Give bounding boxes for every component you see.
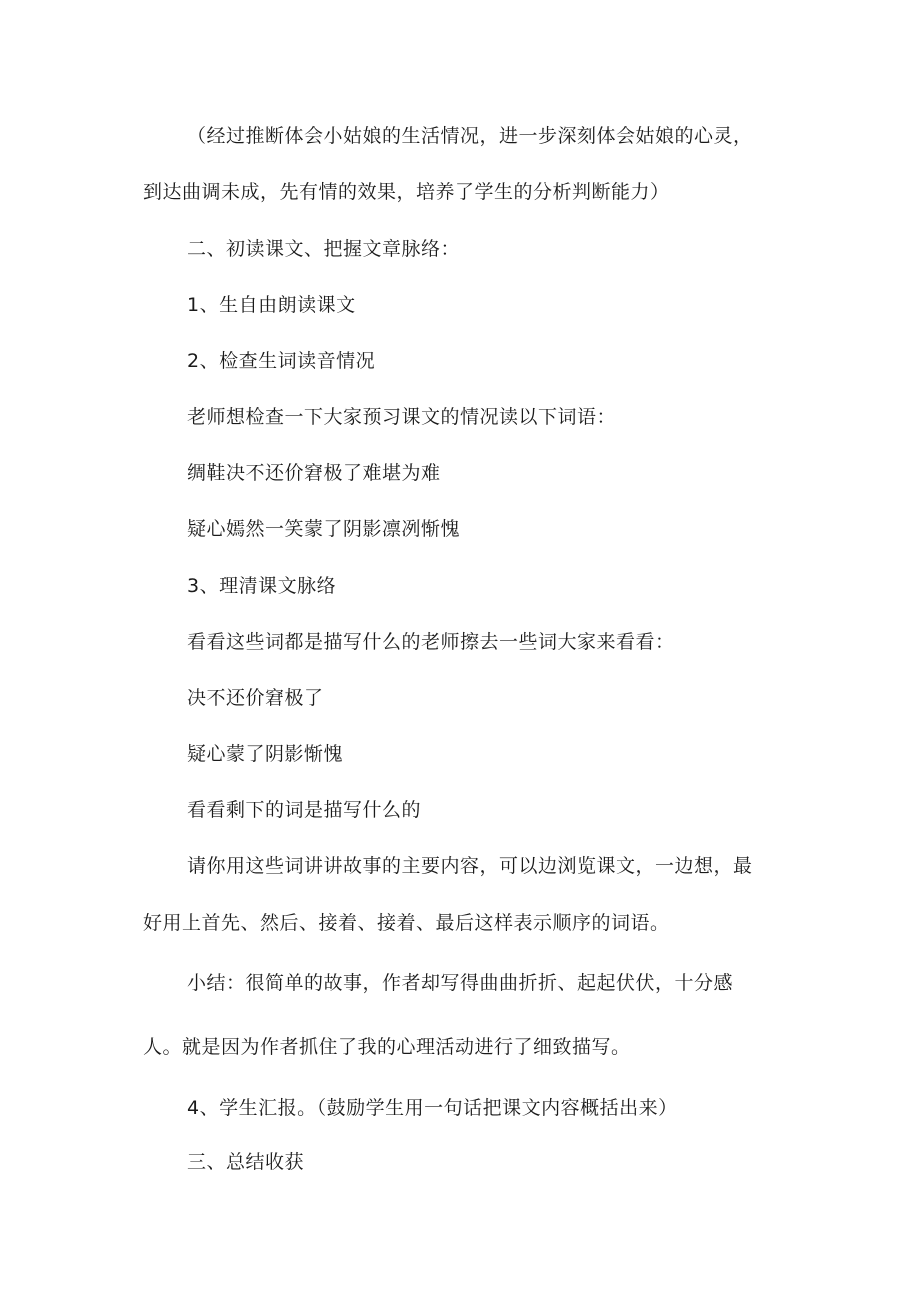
paragraph-text: 小结：很简单的故事，作者却写得曲曲折折、起起伏伏，十分感 (187, 972, 734, 994)
word-list: 绸鞋决不还价窘极了难堪为难 (187, 462, 441, 484)
word-list: 决不还价窘极了 (187, 687, 324, 709)
list-item: 1、生自由朗读课文 (187, 294, 356, 316)
list-item: 3、理清课文脉络 (187, 575, 337, 597)
paragraph-text: 到达曲调未成，先有情的效果，培养了学生的分析判断能力） (143, 181, 670, 203)
paragraph-text: 看看剩下的词是描写什么的 (187, 799, 422, 821)
word-list: 疑心蒙了阴影惭愧 (187, 743, 344, 765)
section-heading: 二、初读课文、把握文章脉络： (187, 238, 461, 260)
word-list: 疑心嫣然一笑蒙了阴影凛冽惭愧 (187, 518, 461, 540)
paragraph-text: 看看这些词都是描写什么的老师擦去一些词大家来看看： (187, 631, 675, 653)
paragraph-text: 老师想检查一下大家预习课文的情况读以下词语： (187, 406, 617, 428)
section-heading: 三、总结收获 (187, 1151, 305, 1173)
list-item: 4、学生汇报。（鼓励学生用一句话把课文内容概括出来） (187, 1097, 678, 1119)
list-item: 2、检查生词读音情况 (187, 350, 376, 372)
paragraph-text: （经过推断体会小姑娘的生活情况，进一步深刻体会姑娘的心灵， (187, 125, 753, 147)
paragraph-text: 好用上首先、然后、接着、接着、最后这样表示顺序的词语。 (143, 912, 670, 934)
paragraph-text: 请你用这些词讲讲故事的主要内容，可以边浏览课文，一边想，最 (187, 855, 753, 877)
paragraph-text: 人。就是因为作者抓住了我的心理活动进行了细致描写。 (143, 1036, 631, 1058)
